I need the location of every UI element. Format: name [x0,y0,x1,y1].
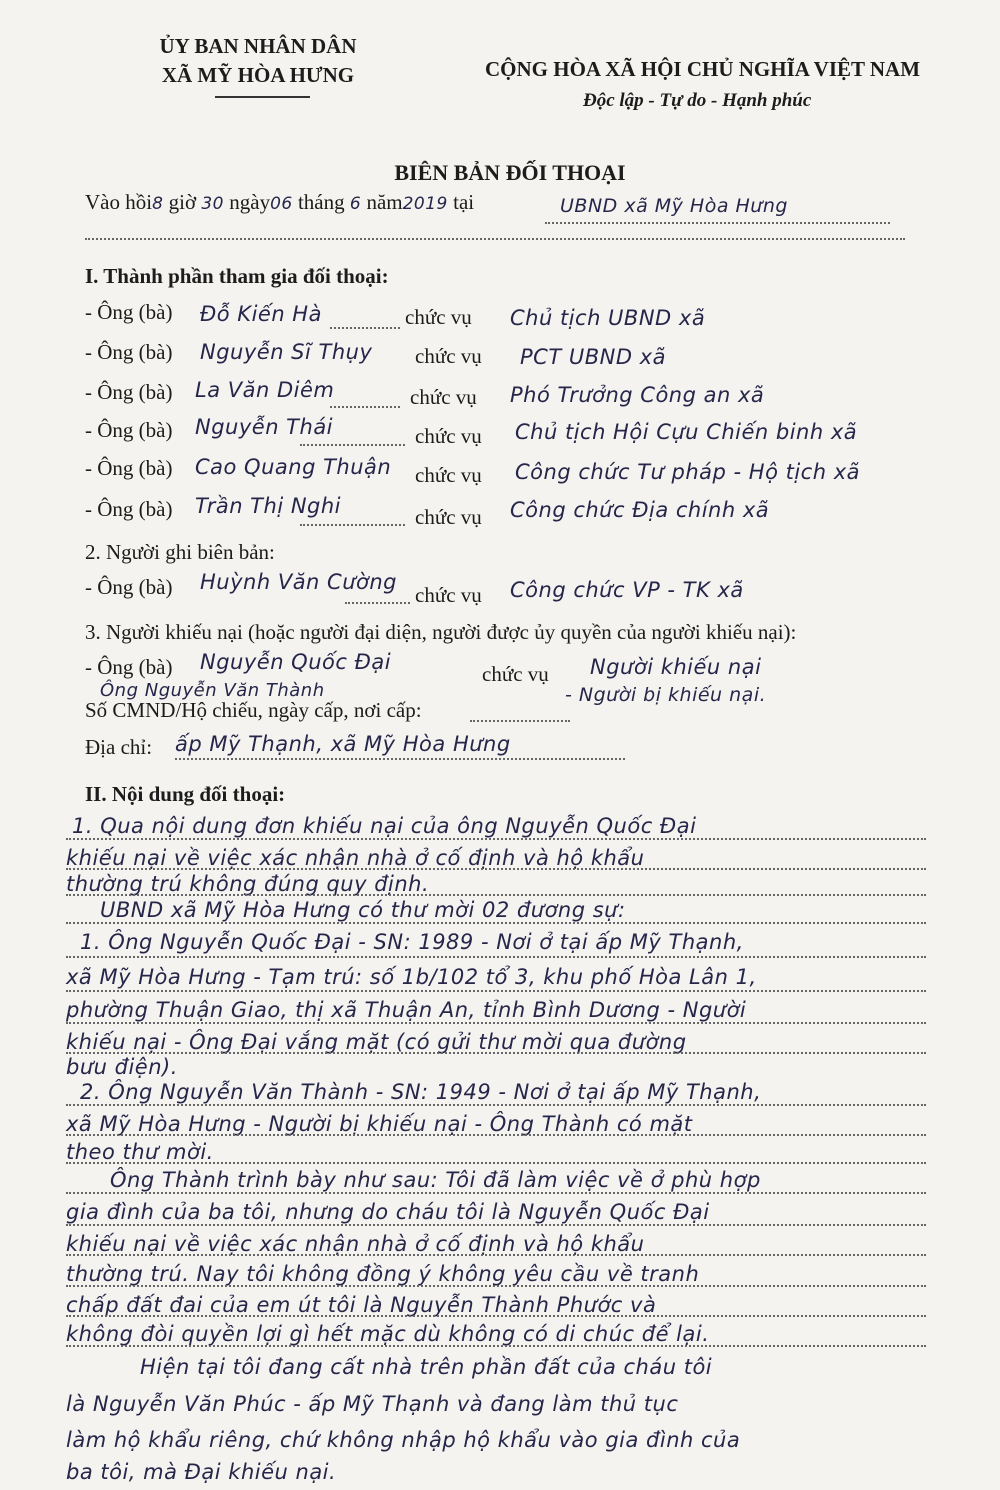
recorder-row [85,575,172,600]
national-motto: Độc lập - Tự do - Hạnh phúc [583,90,812,111]
chuc-vu-label: chức vụ [405,305,472,329]
dotted-rule [545,222,890,224]
dialogue-line: thường trú không đúng quy định. [66,872,430,896]
dotted-rule [470,720,570,722]
dialogue-line: chấp đất đai của em út tôi là Nguyễn Thành Phước và [66,1293,657,1317]
dotted-rule [85,238,905,240]
dotted-rule [66,1285,926,1287]
dotted-rule [66,1052,926,1054]
intro-minute: 30 [201,194,224,214]
participant-row [85,418,172,443]
participant-role: Công chức Địa chính xã [510,498,770,522]
dotted-rule [66,1022,926,1024]
intro-line [85,190,474,215]
dotted-rule [300,444,405,446]
dialogue-line: làm hộ khẩu riêng, chứ không nhập hộ khẩu vào gia đình của [66,1428,741,1452]
dotted-rule [175,758,625,760]
dialogue-line: Ông Thành trình bày như sau: Tôi đã làm việc về ở phù hợp [110,1168,761,1192]
participant-role: PCT UBND xã [520,345,666,369]
intro-year: 2019 [402,194,448,214]
intro-thang: tháng [297,190,345,214]
dialogue-line: 1. Qua nội dung đơn khiếu nại của ông Nguyễn Quốc Đại [72,814,697,838]
dialogue-line: thường trú. Nay tôi không đồng ý không yêu cầu về tranh [66,1262,700,1286]
ong-ba-label: - Ông (bà) [85,497,173,521]
recorder-role: Công chức VP - TK xã [510,578,744,602]
intro-vao-hoi: Vào hồi [85,190,153,214]
dialogue-line: xã Mỹ Hòa Hưng - Người bị khiếu nại - Ông Thành có mặt [66,1112,693,1136]
dialogue-line: khiếu nại về việc xác nhận nhà ở cố định và hộ khẩu [66,1232,645,1256]
participant-row [85,340,172,365]
complainant-role: Người khiếu nại [590,655,762,679]
dialogue-line: UBND xã Mỹ Hòa Hưng có thư mời 02 đương sự: [100,898,626,922]
respondent-name: Ông Nguyễn Văn Thành [100,680,325,701]
dotted-rule [66,990,926,992]
dotted-rule [66,1104,926,1106]
participant-role: Chủ tịch UBND xã [510,306,706,330]
dotted-rule [66,838,926,840]
participant-row [85,456,172,481]
intro-hour: 8 [152,194,164,214]
ong-ba-label: - Ông (bà) [85,456,173,480]
dotted-rule [66,1134,926,1136]
dialogue-line: 2. Ông Nguyễn Văn Thành - SN: 1949 - Nơi ở tại ấp Mỹ Thạnh, [80,1080,762,1104]
participant-role: Phó Trưởng Công an xã [510,383,765,407]
dialogue-line: Hiện tại tôi đang cất nhà trên phần đất của cháu tôi [140,1355,713,1379]
dotted-rule [66,868,926,870]
dotted-rule [66,922,926,924]
participant-name: Trần Thị Nghi [195,494,342,518]
cmnd-label: Số CMND/Hộ chiếu, ngày cấp, nơi cấp: [85,698,422,722]
intro-day: 06 [270,194,293,214]
participant-role: Chủ tịch Hội Cựu Chiến binh xã [515,420,858,444]
intro-month: 6 [349,194,362,214]
dialogue-line: phường Thuận Giao, thị xã Thuận An, tỉnh Bình Dương - Người [66,998,747,1022]
dialogue-line: bưu điện). [66,1055,178,1079]
intro-place: UBND xã Mỹ Hòa Hưng [560,195,788,217]
dotted-rule [330,327,400,329]
document-title: BIÊN BẢN ĐỐI THOẠI [394,160,626,185]
dialogue-line: khiếu nại về việc xác nhận nhà ở cố định và hộ khẩu [66,846,645,870]
national-title: CỘNG HÒA XÃ HỘI CHỦ NGHĨA VIỆT NAM [485,57,921,81]
section-1-heading: I. Thành phần tham gia đối thoại: [85,264,389,288]
dialogue-line: xã Mỹ Hòa Hưng - Tạm trú: số 1b/102 tổ 3, khu phố Hòa Lân 1, [66,965,757,989]
chuc-vu-label: chức vụ [415,424,482,448]
dotted-rule [300,524,405,526]
ong-ba-label: - Ông (bà) [85,340,173,364]
recorder-heading: 2. Người ghi biên bản: [85,540,275,564]
dotted-rule [66,894,926,896]
issuer-line-2: XÃ MỸ HÒA HƯNG [161,63,355,87]
ong-ba-label: - Ông (bà) [85,575,173,599]
dialogue-line: ba tôi, mà Đại khiếu nại. [66,1460,337,1484]
chuc-vu-label: chức vụ [415,463,482,487]
dotted-rule [330,406,400,408]
dotted-rule [66,1254,926,1256]
dotted-rule [66,956,926,958]
participant-name: La Văn Diêm [195,378,335,402]
intro-nam: năm [366,190,403,214]
dotted-rule [66,1192,926,1194]
recorder-name: Huỳnh Văn Cường [200,570,398,594]
chuc-vu-label: chức vụ [415,344,482,368]
address-label: Địa chỉ: [85,735,153,759]
complainant-row [85,655,172,680]
dotted-rule [66,1315,926,1317]
dotted-rule [66,1345,926,1347]
intro-tai: tại [453,190,475,214]
ong-ba-label: - Ông (bà) [85,655,173,679]
dialogue-line: 1. Ông Nguyễn Quốc Đại - SN: 1989 - Nơi ở tại ấp Mỹ Thạnh, [80,930,744,954]
dotted-rule [345,602,410,604]
intro-gio: giờ [168,190,197,214]
section-2-heading: II. Nội dung đối thoại: [85,782,286,806]
chuc-vu-label: chức vụ [415,583,482,607]
dotted-rule [66,1224,926,1226]
participant-name: Nguyễn Sĩ Thụy [200,340,373,364]
issuer-underline [215,96,310,98]
dialogue-line: gia đình của ba tôi, nhưng do cháu tôi là Nguyễn Quốc Đại [66,1200,710,1224]
intro-ngay: ngày [229,190,271,214]
dialogue-line: khiếu nại - Ông Đại vắng mặt (có gửi thư mời qua đường [66,1030,687,1054]
chuc-vu-label: chức vụ [482,662,549,686]
ong-ba-label: - Ông (bà) [85,380,173,404]
participant-name: Cao Quang Thuận [195,455,392,479]
ong-ba-label: - Ông (bà) [85,418,173,442]
dotted-rule [66,1162,926,1164]
chuc-vu-label: chức vụ [410,385,477,409]
complainant-heading: 3. Người khiếu nại (hoặc người đại diện, người được ủy quyền của người khiếu nại): [85,620,797,644]
address-value: ấp Mỹ Thạnh, xã Mỹ Hòa Hưng [175,732,511,756]
participant-name: Nguyễn Thái [195,415,334,439]
participant-row [85,497,172,522]
participant-row [85,300,172,325]
chuc-vu-label: chức vụ [415,505,482,529]
participant-role: Công chức Tư pháp - Hộ tịch xã [515,460,861,484]
participant-row [85,380,172,405]
dialogue-line: theo thư mời. [66,1140,214,1164]
respondent-role: - Người bị khiếu nại. [565,684,767,706]
dialogue-line: là Nguyễn Văn Phúc - ấp Mỹ Thạnh và đang làm thủ tục [66,1392,679,1416]
ong-ba-label: - Ông (bà) [85,300,173,324]
dialogue-line: không đòi quyền lợi gì hết mặc dù không có di chúc để lại. [66,1322,710,1346]
issuer-line-1: ỦY BAN NHÂN DÂN [159,34,357,58]
complainant-name: Nguyễn Quốc Đại [200,650,392,674]
participant-name: Đỗ Kiến Hà [200,302,322,326]
